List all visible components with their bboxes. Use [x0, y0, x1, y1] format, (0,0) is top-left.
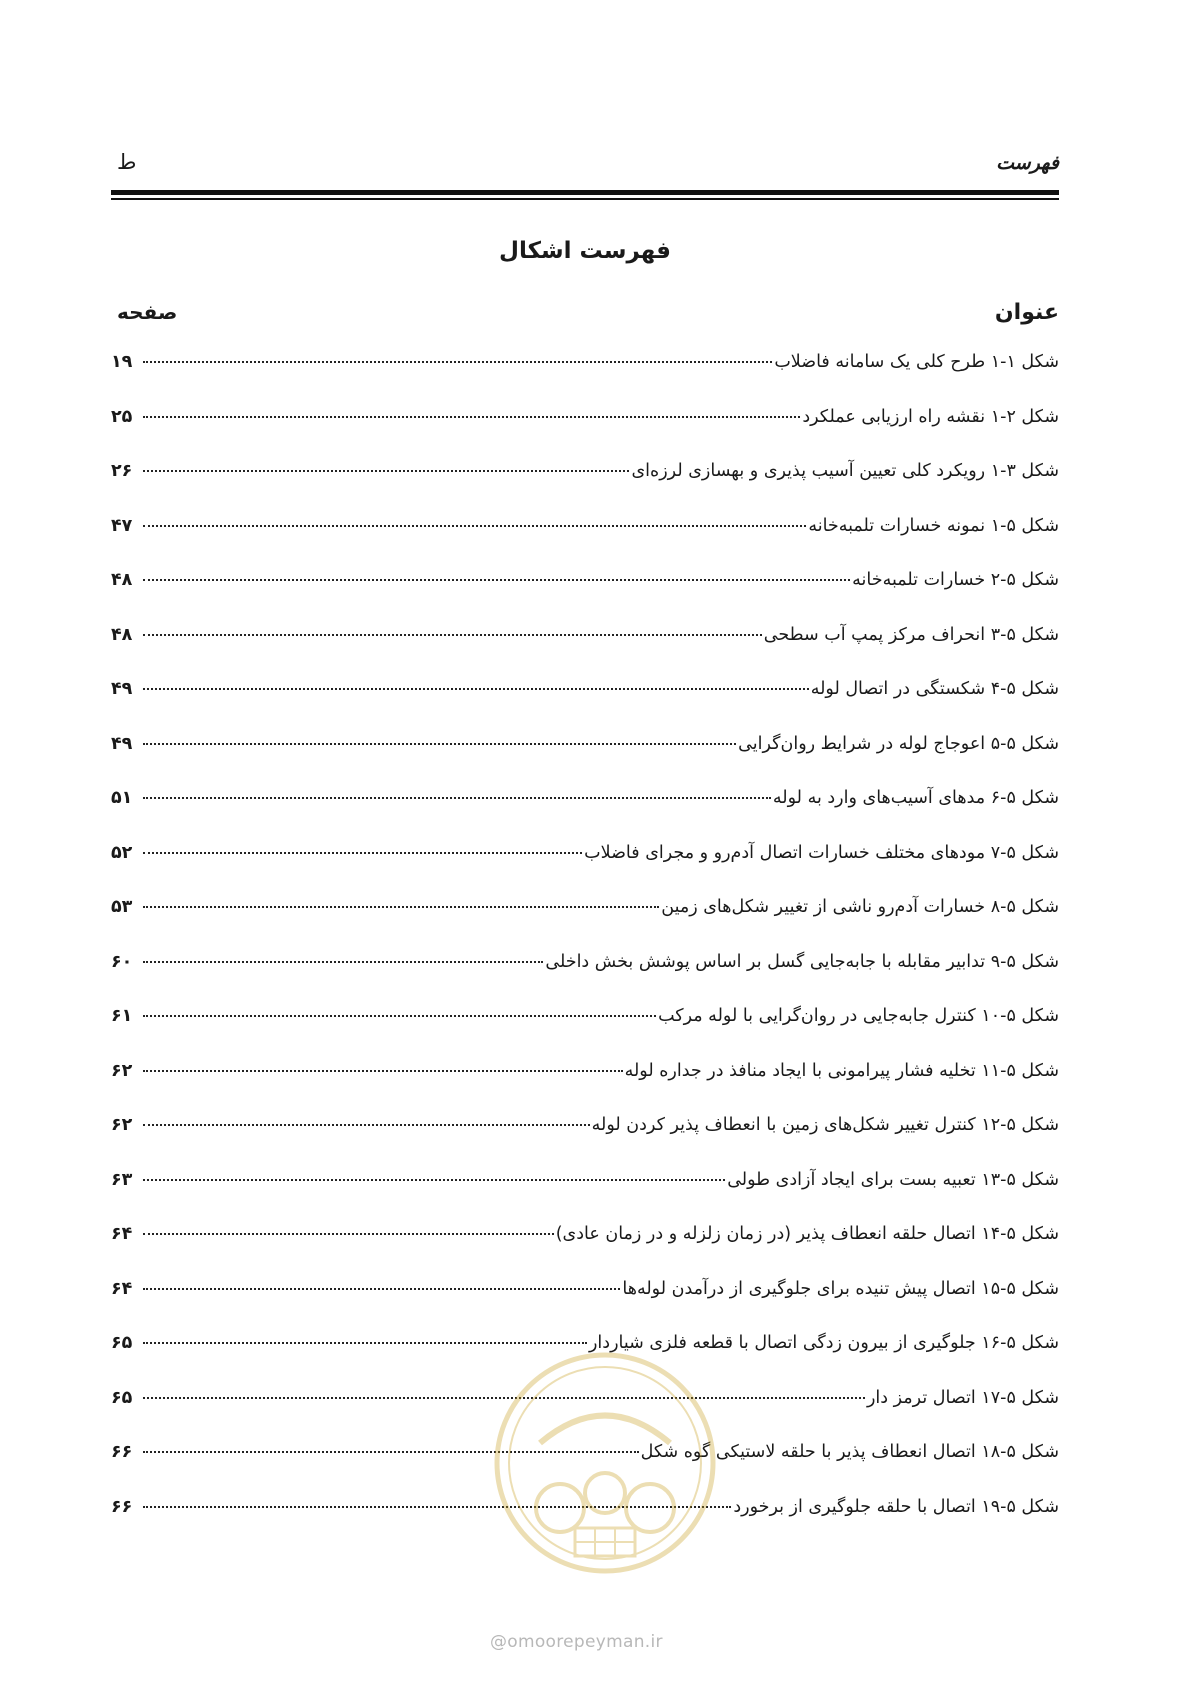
- toc-dot-leader: [143, 1070, 623, 1072]
- toc-dot-leader: [143, 634, 762, 636]
- toc-entry-page: ۶۱: [111, 1006, 133, 1026]
- toc-entry-title: شکل ۵-۹ تدابیر مقابله با جابه‌جایی گسل بر اساس پوشش بخش داخلی: [545, 951, 1059, 972]
- toc-entry-page: ۵۲: [111, 842, 133, 863]
- toc-entry-page: ۶۳: [111, 1169, 133, 1190]
- toc-entry-page: ۲۵: [111, 406, 133, 427]
- toc-entry-title: شکل ۵-۱۲ کنترل تغییر شکل‌های زمین با انعطاف پذیر کردن لوله: [591, 1115, 1059, 1135]
- toc-entry: [111, 625, 1059, 680]
- toc-entry: [111, 461, 1059, 516]
- toc-entry: [111, 788, 1059, 843]
- toc-entry-page: ۴۸: [111, 624, 133, 645]
- toc-entry: [111, 1279, 1059, 1334]
- toc-dot-leader: [143, 906, 659, 908]
- toc-dot-leader: [143, 852, 582, 854]
- toc-entry-title: شکل ۲-۱ نقشه راه ارزیابی عملکرد: [802, 406, 1059, 427]
- toc-entry: [111, 1224, 1059, 1279]
- toc-entry-title: شکل ۵-۱۱ تخلیه فشار پیرامونی با ایجاد منافذ در جداره لوله: [624, 1060, 1059, 1081]
- toc-entry: [111, 516, 1059, 571]
- toc-entry: [111, 1006, 1059, 1061]
- toc-dot-leader: [143, 1342, 587, 1344]
- toc-entry-page: ۶۶: [111, 1442, 133, 1462]
- toc-entry-title: شکل ۵-۶ مدهای آسیب‌های وارد به لوله: [772, 788, 1059, 808]
- toc-entry-title: شکل ۵-۷ مودهای مختلف خسارات اتصال آدم‌رو و مجرای فاضلاب: [584, 842, 1059, 863]
- toc-entry-page: ۶۴: [111, 1224, 133, 1244]
- toc-dot-leader: [143, 525, 806, 527]
- toc-entry: [111, 352, 1059, 407]
- toc-entry-page: ۱۹: [111, 352, 133, 372]
- toc-dot-leader: [143, 416, 800, 418]
- toc-entry-page: ۵۱: [111, 788, 133, 808]
- toc-entry: [111, 734, 1059, 789]
- toc-entry-title: شکل ۵-۳ انحراف مرکز پمپ آب سطحی: [763, 624, 1059, 645]
- page-title: فهرست اشکال: [499, 238, 671, 264]
- toc-entry: [111, 1061, 1059, 1116]
- toc-entry-page: ۶۰: [111, 951, 133, 972]
- toc-entry-title: شکل ۵-۲ خسارات تلمبه‌خانه: [852, 570, 1059, 590]
- toc-entry-page: ۶۲: [111, 1060, 133, 1081]
- toc-entry: [111, 570, 1059, 625]
- toc-entry: [111, 679, 1059, 734]
- toc-entry: [111, 1170, 1059, 1225]
- toc-dot-leader: [143, 743, 736, 745]
- toc-dot-leader: [143, 1288, 620, 1290]
- toc-entry-page: ۶۶: [111, 1496, 133, 1517]
- toc-dot-leader: [143, 1233, 554, 1235]
- toc-entry-title: شکل ۵-۵ اعوجاج لوله در شرایط روان‌گرایی: [738, 733, 1059, 754]
- toc-entry-title: شکل ۵-۱۴ اتصال حلقه انعطاف پذیر (در زمان زلزله و در زمان عادی): [555, 1224, 1059, 1244]
- toc-entry: [111, 1115, 1059, 1170]
- toc-entry: [111, 897, 1059, 952]
- running-header: [111, 148, 1059, 178]
- footer-website: @omoorepeyman.ir: [490, 1632, 663, 1652]
- toc-dot-leader: [143, 1124, 590, 1126]
- column-header-title: عنوان: [994, 300, 1059, 325]
- header-rule-thin: [111, 198, 1059, 200]
- toc-entry-title: شکل ۵-۱۶ جلوگیری از بیرون زدگی اتصال با قطعه فلزی شیاردار: [588, 1333, 1059, 1353]
- header-page-number: ط: [117, 150, 137, 174]
- toc-entry-title: شکل ۵-۱۵ اتصال پیش تنیده برای جلوگیری از درآمدن لوله‌ها: [622, 1278, 1059, 1299]
- toc-dot-leader: [143, 961, 543, 963]
- toc-entry-page: ۵۳: [111, 897, 133, 917]
- toc-entry-title: شکل ۵-۴ شکستگی در اتصال لوله: [810, 679, 1059, 699]
- toc-entry-title: شکل ۵-۱۹ اتصال با حلقه جلوگیری از برخورد: [733, 1496, 1059, 1517]
- toc-entry-page: ۴۹: [111, 733, 133, 754]
- toc-entry-title: شکل ۱-۱ طرح کلی یک سامانه فاضلاب: [774, 352, 1059, 372]
- toc-entry-title: شکل ۵-۱ نمونه خسارات تلمبه‌خانه: [808, 515, 1059, 536]
- toc-dot-leader: [143, 470, 629, 472]
- column-headers: [111, 300, 1059, 332]
- toc-entry: [111, 407, 1059, 462]
- toc-entry-page: ۶۵: [111, 1387, 133, 1408]
- toc-entry-page: ۲۶: [111, 461, 133, 481]
- toc-dot-leader: [143, 688, 809, 690]
- toc-entry-title: شکل ۵-۸ خسارات آدم‌رو ناشی از تغییر شکل‌های زمین: [661, 897, 1059, 917]
- publisher-seal-icon: [480, 1348, 730, 1578]
- toc-entry-page: ۴۷: [111, 515, 133, 536]
- toc-entry: [111, 843, 1059, 898]
- toc-entry-page: ۴۹: [111, 679, 133, 699]
- toc-entry-page: ۶۲: [111, 1115, 133, 1135]
- toc-entry-page: ۴۸: [111, 570, 133, 590]
- toc-dot-leader: [143, 361, 772, 363]
- toc-entry-title: شکل ۵-۱۰ کنترل جابه‌جایی در روان‌گرایی با لوله مرکب: [658, 1006, 1059, 1026]
- toc-dot-leader: [143, 797, 771, 799]
- toc-dot-leader: [143, 1015, 656, 1017]
- toc-dot-leader: [143, 579, 850, 581]
- toc-entry-title: شکل ۵-۱۸ اتصال انعطاف پذیر با حلقه لاستیکی گوه شکل: [640, 1442, 1059, 1462]
- toc-entry-page: ۶۴: [111, 1278, 133, 1299]
- toc-entry-title: شکل ۳-۱ رویکرد کلی تعیین آسیب پذیری و بهسازی لرزه‌ای: [631, 461, 1059, 481]
- toc-entry-title: شکل ۵-۱۳ تعبیه بست برای ایجاد آزادی طولی: [727, 1169, 1059, 1190]
- toc-entry-page: ۶۵: [111, 1333, 133, 1353]
- header-section-title: فهرست: [996, 152, 1059, 174]
- toc-dot-leader: [143, 1179, 725, 1181]
- toc-entry-title: شکل ۵-۱۷ اتصال ترمز دار: [866, 1387, 1059, 1408]
- column-header-page: صفحه: [117, 300, 178, 324]
- toc-entry: [111, 952, 1059, 1007]
- header-rule-thick: [111, 190, 1059, 195]
